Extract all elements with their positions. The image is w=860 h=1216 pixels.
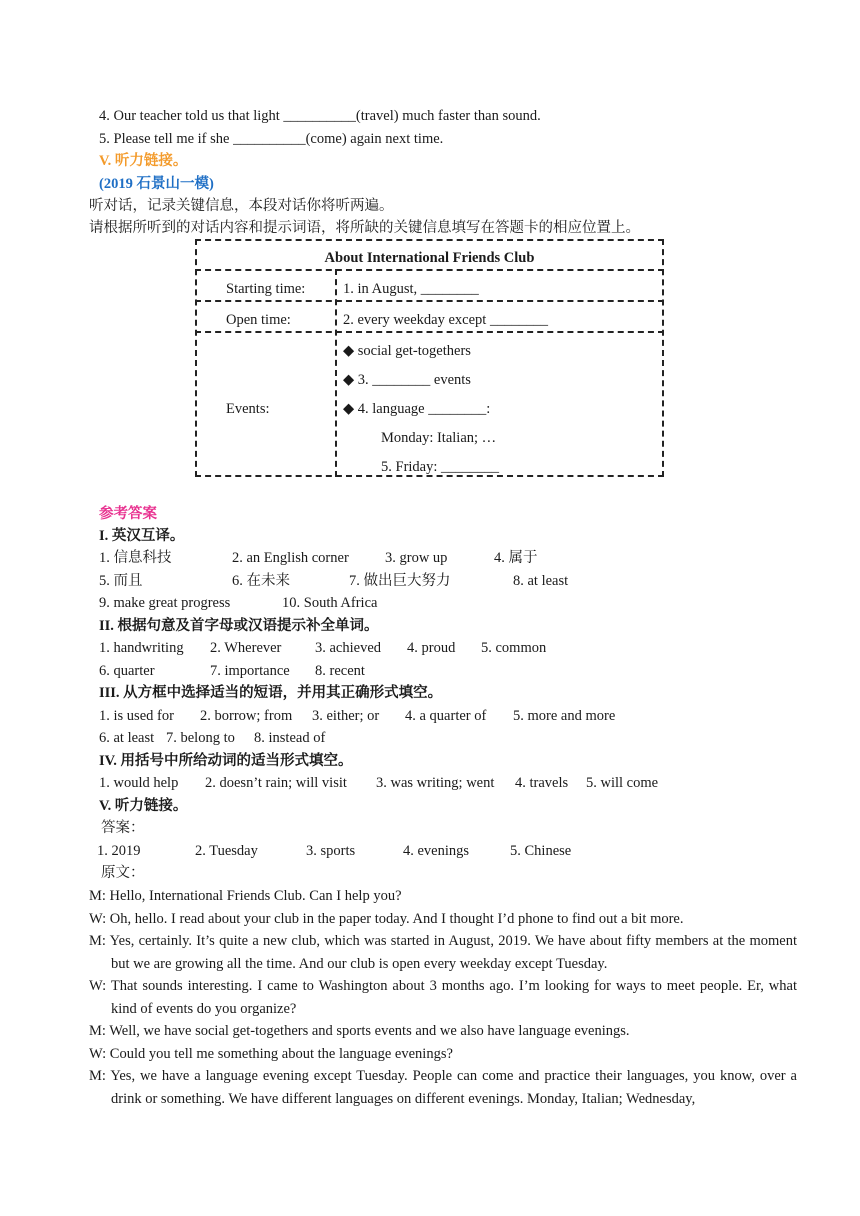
answer-item: 3. grow up bbox=[385, 550, 448, 566]
instruction-line-1: 听对话，记录关键信息，本段对话你将听两遍。 bbox=[89, 198, 394, 214]
answer-item: 4. evenings bbox=[403, 843, 470, 859]
dialogue-line: M: Hello, International Friends Club. Can I help you? bbox=[89, 888, 402, 904]
dialogue-line: M: Yes, certainly. It’s quite a new club, which was started in August, 2019. We have about fifty members at the moment but we are growing all the time. And our club is open every weekday except Tuesday. bbox=[89, 933, 797, 972]
source-label: (2019 石景山一模) bbox=[99, 176, 214, 192]
exercise-item-5: 5. Please tell me if she __________(come) again next time. bbox=[99, 131, 444, 147]
event-item: ◆ 4. language ________: bbox=[343, 401, 491, 417]
dialogue-line: W: Oh, hello. I read about your club in the paper today. And I thought I’d phone to find out a bit more. bbox=[89, 911, 684, 927]
answer-item: 3. either; or bbox=[312, 708, 380, 724]
dialogue-line: W: Could you tell me something about the language evenings? bbox=[89, 1046, 453, 1062]
event-subitem: 5. Friday: ________ bbox=[381, 459, 500, 475]
answer-item: 1. 信息科技 bbox=[99, 550, 172, 566]
table-column-divider bbox=[335, 269, 337, 477]
listening-section-title: V. 听力链接。 bbox=[99, 153, 188, 169]
answer-item: 1. 2019 bbox=[97, 843, 141, 859]
event-subitem: Monday: Italian; … bbox=[381, 430, 497, 446]
answers-section-4-title: IV. 用括号中所给动词的适当形式填空。 bbox=[99, 753, 353, 769]
answer-item: 5. Chinese bbox=[510, 843, 572, 859]
starting-time-label: Starting time: bbox=[226, 281, 306, 297]
answer-item: 8. instead of bbox=[254, 730, 326, 746]
dialogue-line: M: Well, we have social get-togethers and sports events and we also have language evenings. bbox=[89, 1023, 630, 1039]
answer-item: 5. common bbox=[481, 640, 547, 656]
club-info-table bbox=[195, 239, 664, 477]
answers-section-2-title: II. 根据句意及首字母或汉语提示补全单词。 bbox=[99, 618, 379, 634]
instruction-line-2: 请根据所听到的对话内容和提示词语，将所缺的关键信息填写在答题卡的相应位置上。 bbox=[89, 220, 640, 236]
answer-item: 7. 做出巨大努力 bbox=[349, 573, 451, 589]
table-divider bbox=[195, 300, 664, 302]
answers-section-5-title: V. 听力链接。 bbox=[99, 798, 188, 814]
open-time-label: Open time: bbox=[226, 312, 291, 328]
open-time-value: 2. every weekday except ________ bbox=[343, 312, 548, 328]
answer-item: 6. quarter bbox=[99, 663, 155, 679]
script-label: 原文： bbox=[101, 865, 145, 881]
answer-key-label: 答案： bbox=[101, 820, 145, 836]
answers-section-1-title: I. 英汉互译。 bbox=[99, 528, 185, 544]
exercise-item-4: 4. Our teacher told us that light __________(travel) much faster than sound. bbox=[99, 108, 541, 124]
answer-item: 7. belong to bbox=[166, 730, 235, 746]
table-title: About International Friends Club bbox=[324, 250, 535, 266]
answer-item: 1. handwriting bbox=[99, 640, 184, 656]
answer-item: 2. borrow; from bbox=[200, 708, 293, 724]
answer-item: 4. travels bbox=[515, 775, 569, 791]
table-divider bbox=[195, 331, 664, 333]
dialogue-line: W: That sounds interesting. I came to Washington about 3 months ago. I’m looking for ways to meet people. Er, what kind of events do you organize? bbox=[89, 978, 797, 1017]
answer-item: 3. was writing; went bbox=[376, 775, 495, 791]
answer-item: 9. make great progress bbox=[99, 595, 231, 611]
answers-heading: 参考答案 bbox=[99, 506, 157, 522]
event-item: ◆ social get-togethers bbox=[343, 343, 471, 359]
answer-item: 8. recent bbox=[315, 663, 365, 679]
table-divider bbox=[195, 269, 664, 271]
answer-item: 2. doesn’t rain; will visit bbox=[205, 775, 347, 791]
answer-item: 5. will come bbox=[586, 775, 659, 791]
answer-item: 2. Tuesday bbox=[195, 843, 258, 859]
table-border-right bbox=[662, 239, 664, 477]
answer-item: 8. at least bbox=[513, 573, 569, 589]
answers-section-3-title: III. 从方框中选择适当的短语，并用其正确形式填空。 bbox=[99, 685, 443, 701]
events-label: Events: bbox=[226, 401, 270, 417]
table-border-top bbox=[195, 239, 664, 241]
answer-item: 6. at least bbox=[99, 730, 155, 746]
dialogue-line: M: Yes, we have a language evening except Tuesday. People can come and practice their languages, you know, over a drink or something. We have different languages on different evenings. Monday, Italian; Wednesday, bbox=[89, 1068, 797, 1107]
answer-item: 5. 而且 bbox=[99, 573, 143, 589]
answer-item: 4. proud bbox=[407, 640, 456, 656]
answer-item: 4. a quarter of bbox=[405, 708, 487, 724]
answer-item: 1. would help bbox=[99, 775, 179, 791]
answer-item: 1. is used for bbox=[99, 708, 174, 724]
event-item: ◆ 3. ________ events bbox=[343, 372, 471, 388]
answer-item: 3. sports bbox=[306, 843, 356, 859]
answer-item: 7. importance bbox=[210, 663, 290, 679]
answer-item: 2. an English corner bbox=[232, 550, 349, 566]
starting-time-value: 1. in August, ________ bbox=[343, 281, 479, 297]
answer-item: 3. achieved bbox=[315, 640, 382, 656]
table-border-left bbox=[195, 239, 197, 477]
answer-item: 4. 属于 bbox=[494, 550, 538, 566]
answer-item: 10. South Africa bbox=[282, 595, 378, 611]
answer-item: 5. more and more bbox=[513, 708, 616, 724]
answer-item: 6. 在未来 bbox=[232, 573, 290, 589]
answer-item: 2. Wherever bbox=[210, 640, 282, 656]
